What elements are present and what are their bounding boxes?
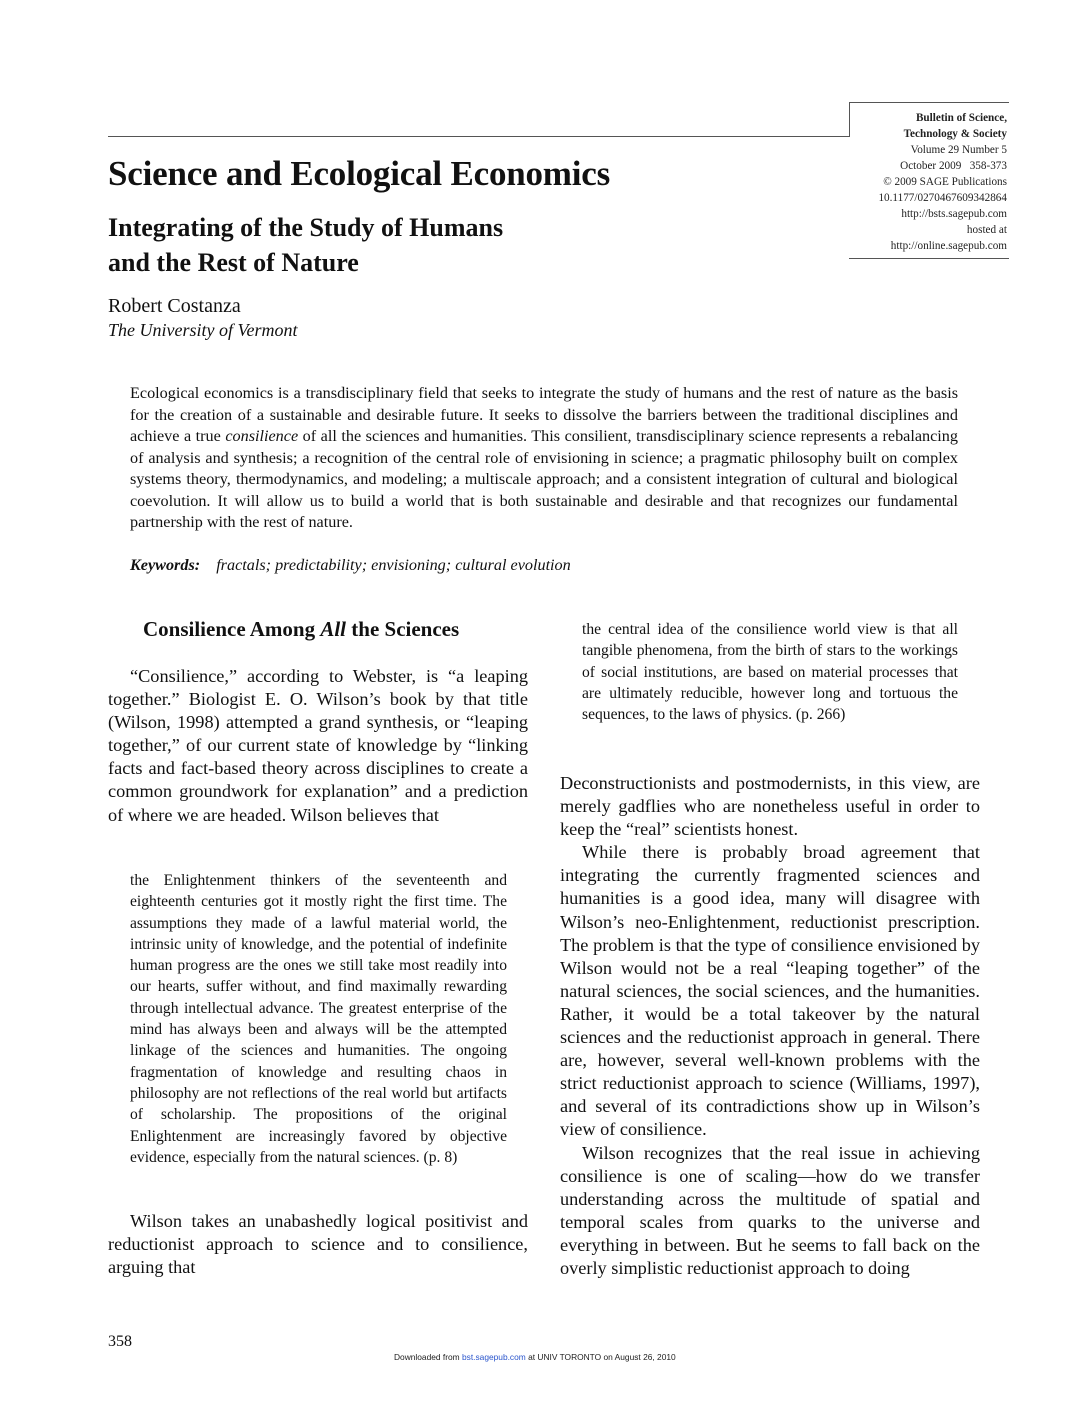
download-notice bbox=[394, 1352, 676, 1362]
header-rule-vertical bbox=[849, 102, 850, 137]
journal-box-top-rule bbox=[849, 102, 1009, 103]
article-title: Science and Ecological Economics bbox=[108, 154, 611, 193]
paragraph: Deconstructionists and postmodernists, in this view, are merely gadflies who are nonetheless useful in order to keep the “real” scientists honest. bbox=[560, 773, 980, 840]
article-subtitle bbox=[108, 210, 503, 280]
keywords-list: fractals; predictability; envisioning; cultural evolution bbox=[216, 556, 571, 574]
paragraph: While there is probably broad agreement that integrating the currently fragmented sciences and humanities is a good idea, many will disagree with Wilson’s neo-Enlightenment, reductionist prescription. The problem is that the type of consilience envisioned by Wilson would not be a real “leaping together” of the natural sciences, the social sciences, and the humanities. Rather, it would be a total takeover by the natural sciences and the reductionist approach in general. There are, however, several well-known problems with the strict reductionist approach to science (Williams, 1997), and several of its contradictions show up in Wilson’s view of consilience. bbox=[560, 842, 980, 1140]
journal-hosted-label: hosted at bbox=[966, 224, 1007, 236]
author-name: Robert Costanza bbox=[108, 295, 241, 317]
journal-copyright: © 2009 SAGE Publications bbox=[883, 176, 1007, 188]
abstract-emphasis: consilience bbox=[225, 427, 299, 445]
block-quote-1: the Enlightenment thinkers of the seventeenth and eighteenth centuries got it mostly right the first time. The assumptions they made of a lawful material world, the intrinsic unity of knowledge, and the potential of indefinite human progress are the ones we still take most readily into our hearts, suffer without, and find maximally rewarding through intellectual advance. The greatest enterprise of the mind has always been and always will be the attempted linkage of the sciences and humanities. The ongoing fragmentation of knowledge and resulting chaos in philosophy are not reflections of the real world but artifacts of scholarship. The propositions of the original Enlightenment are increasingly favored by objective evidence, especially from the natural sciences. (p. 8) bbox=[130, 872, 507, 1166]
abstract bbox=[130, 383, 958, 534]
header-rule bbox=[108, 136, 850, 137]
author-affiliation: The University of Vermont bbox=[108, 320, 298, 340]
paragraph: “Consilience,” according to Webster, is “a leaping together.” Biologist E. O. Wilson’s book by that title (Wilson, 1998) attempted a grand synthesis, or “leaping together,” of our current state of knowledge by “linking facts and fact-based theory across disciplines to create a common groundwork for explanation” and a prediction of where we are headed. Wilson believes that bbox=[108, 666, 528, 825]
journal-url[interactable]: http://bsts.sagepub.com bbox=[901, 208, 1007, 220]
journal-doi: 10.1177/0270467609342864 bbox=[878, 192, 1007, 204]
block-quote-2: the central idea of the consilience world view is that all tangible phenomena, from the birth of stars to the workings of social institutions, are based on material processes that are ultimately reducible, however long and tortuous the sequences, to the laws of physics. (p. 266) bbox=[582, 621, 958, 724]
page-number: 358 bbox=[108, 1333, 132, 1350]
keywords bbox=[130, 556, 571, 575]
section-heading-emphasis: All bbox=[320, 617, 347, 641]
download-notice-pre: Downloaded from bbox=[394, 1352, 462, 1362]
keywords-label: Keywords: bbox=[130, 556, 201, 574]
paragraph: Wilson takes an unabashedly logical positivist and reductionist approach to science and to consilience, arguing that bbox=[108, 1211, 528, 1278]
journal-host-url[interactable]: http://online.sagepub.com bbox=[890, 240, 1007, 252]
journal-date-pages: October 2009 358-373 bbox=[900, 160, 1007, 172]
journal-volume: Volume 29 Number 5 bbox=[910, 144, 1007, 156]
section-heading bbox=[143, 617, 459, 642]
journal-name-line1: Bulletin of Science, bbox=[915, 112, 1007, 124]
subtitle-line2: and the Rest of Nature bbox=[108, 248, 359, 277]
download-notice-post: at UNIV TORONTO on August 26, 2010 bbox=[525, 1352, 676, 1362]
abstract-part2: of all the sciences and humanities. This consilient, transdisciplinary science represents a rebalancing of analysis and synthesis; a recognition of the central role of envisioning in science; a pragmatic philosophy built on complex systems theory, thermodynamics, and modeling; a multiscale approach; and a consistent integration of cultural and biological coevolution. It will allow us to build a world that is both sustainable and desirable and that recognizes our fundamental partnership with the rest of nature. bbox=[130, 427, 958, 531]
download-source-link[interactable]: bst.sagepub.com bbox=[461, 1352, 526, 1362]
section-heading-post: the Sciences bbox=[346, 617, 460, 641]
right-column-body bbox=[560, 772, 980, 1280]
left-column-para2 bbox=[108, 1210, 528, 1279]
journal-name-line2: Technology & Society bbox=[903, 128, 1007, 140]
section-heading-pre: Consilience Among bbox=[143, 617, 321, 641]
journal-box-bottom-rule bbox=[849, 258, 1009, 259]
paragraph: Wilson recognizes that the real issue in achieving consilience is one of scaling—how do we transfer understanding across the multitude of spatial and temporal scales from quarks to the universe and everything in between. But he seems to fall back on the overly simplistic reductionist approach to doing bbox=[560, 1142, 980, 1278]
journal-info-box bbox=[852, 110, 1007, 254]
abstract-part1: Ecological economics is a transdisciplinary field that seeks to integrate the study of humans and the rest of nature as the basis for the creation of a sustainable and desirable future. It seeks to dissolve the barriers between the traditional disciplines and achieve a true bbox=[130, 384, 958, 445]
left-column-para1 bbox=[108, 665, 528, 827]
subtitle-line1: Integrating of the Study of Humans bbox=[108, 213, 504, 242]
